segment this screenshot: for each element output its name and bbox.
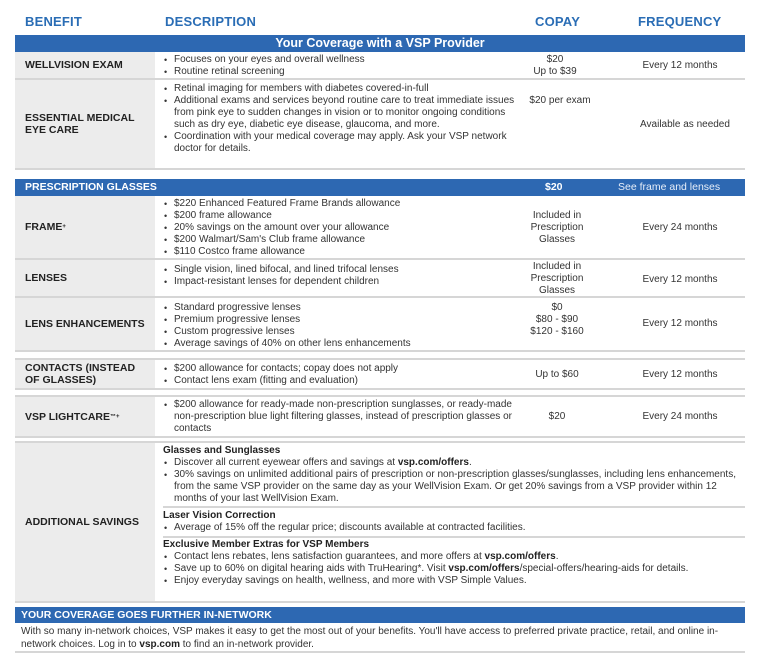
benefit-name-line: OF GLASSES)	[25, 374, 97, 386]
description-item: • Average savings of 40% on other lens enhancements	[163, 338, 533, 350]
copay-line: Glasses	[538, 285, 576, 296]
prescription-glasses-copay: $20	[545, 181, 563, 193]
copay-line: $0	[551, 302, 563, 313]
description-item	[163, 563, 745, 575]
in-network-banner: YOUR COVERAGE GOES FURTHER IN-NETWORK	[15, 607, 745, 623]
benefit-description	[163, 363, 533, 387]
description-item: • Contact lens exam (fitting and evaluation)	[163, 375, 533, 387]
description-item: • $220 Enhanced Featured Frame Brands allowance	[163, 198, 533, 210]
description-item: • Coordination with your medical coverage may apply. Ask your VSP network doctor for details.	[163, 131, 523, 155]
description-item: • $200 allowance for contacts; copay does not apply	[163, 363, 533, 375]
savings-glasses-section	[163, 445, 745, 505]
description-item: • Premium progressive lenses	[163, 314, 533, 326]
column-header-description: DESCRIPTION	[165, 14, 257, 29]
footnote-mark: ™+	[109, 413, 120, 420]
benefit-row-contacts	[15, 358, 745, 390]
text: .	[555, 551, 559, 562]
benefit-description	[163, 399, 523, 435]
benefit-description	[163, 302, 533, 350]
savings-section-title: Glasses and Sunglasses	[163, 445, 281, 456]
copay-line: Glasses	[538, 234, 576, 245]
text: Save up to 60% on digital hearing aids with TruHearing*. Visit	[174, 563, 449, 574]
text: Discover all current eyewear offers and savings at	[174, 457, 398, 468]
benefit-copay	[507, 261, 607, 297]
description-item: • $200 allowance for ready-made non-prescription sunglasses, or ready-made non-prescription blue light filtering glasses, instead of prescription glasses or contacts	[163, 399, 523, 435]
benefit-copay	[505, 54, 605, 78]
benefit-name: LENSES	[15, 260, 155, 296]
copay-line: Included in	[532, 261, 582, 272]
description-item	[163, 457, 745, 469]
benefit-copay: Up to $60	[535, 369, 579, 380]
description-item: • $200 Walmart/Sam's Club frame allowance	[163, 234, 533, 246]
column-header-benefit: BENEFIT	[25, 14, 83, 29]
benefit-frequency: Every 12 months	[642, 60, 718, 71]
description-item: • Enjoy everyday savings on health, wellness, and more with VSP Simple Values.	[163, 575, 745, 587]
text: to find an in-network provider.	[179, 639, 314, 650]
benefit-row-lightcare	[15, 395, 745, 438]
prescription-glasses-banner	[15, 179, 745, 196]
benefit-frequency: Available as needed	[640, 119, 730, 130]
copay-line: Included in	[532, 210, 582, 221]
benefit-row-wellvision	[15, 52, 745, 80]
benefit-name: ESSENTIAL MEDICAL EYE CARE	[15, 80, 155, 168]
prescription-glasses-label: PRESCRIPTION GLASSES	[25, 181, 157, 193]
description-item: • Additional exams and services beyond routine care to treat immediate issues from pink eye to sudden changes in vision or to monitor ongoing conditions such as dry eye, diabetic eye disease, glaucoma, and more.	[163, 95, 523, 131]
provider-coverage-banner: Your Coverage with a VSP Provider	[15, 35, 745, 52]
benefit-name-text: FRAME	[25, 221, 63, 233]
text: .	[468, 457, 472, 468]
benefit-copay	[507, 210, 607, 246]
benefit-name	[15, 360, 155, 388]
benefit-description	[163, 264, 533, 288]
benefit-copay	[507, 302, 607, 338]
description-item: • Retinal imaging for members with diabetes covered-in-full	[163, 83, 523, 95]
benefit-row-lens-enhancements	[15, 298, 745, 352]
savings-section-title: Laser Vision Correction	[163, 510, 276, 521]
description-item	[163, 551, 745, 563]
benefit-name: ADDITIONAL SAVINGS	[15, 443, 155, 601]
copay-line: $120 - $160	[530, 326, 584, 337]
benefit-name-line: CONTACTS (INSTEAD	[25, 362, 136, 374]
text: With so many in-network choices, VSP makes it easy to get the most out of your benefits. You'll have access to preferred private practice, retail, and online in-network choices. Log in to	[21, 626, 719, 650]
benefit-name	[15, 196, 155, 258]
vsp-login-link[interactable]: vsp.com	[139, 639, 180, 650]
benefit-frequency: Every 12 months	[642, 318, 718, 329]
benefit-name: LENS ENHANCEMENTS	[15, 298, 155, 350]
column-header-frequency: FREQUENCY	[638, 14, 722, 29]
description-item: • Focuses on your eyes and overall wellness	[163, 54, 533, 66]
benefit-frequency: Every 24 months	[642, 411, 718, 422]
benefit-frequency: Every 12 months	[642, 274, 718, 285]
benefit-row-medical-eye-care	[15, 80, 745, 170]
copay-line: Prescription	[530, 273, 584, 284]
description-item: • Routine retinal screening	[163, 66, 533, 78]
benefit-row-lenses	[15, 260, 745, 298]
prescription-glasses-frequency: See frame and lenses	[618, 181, 721, 193]
in-network-description	[21, 625, 746, 651]
section-divider	[163, 536, 745, 538]
benefit-description	[163, 198, 533, 258]
description-item: • Average of 15% off the regular price; discounts available at contracted facilities.	[163, 522, 745, 534]
benefit-frequency: Every 24 months	[642, 222, 718, 233]
bottom-divider	[15, 651, 745, 653]
description-item: • $200 frame allowance	[163, 210, 533, 222]
column-headers	[15, 14, 760, 34]
hearing-aids-link[interactable]: vsp.com/offers	[448, 563, 520, 574]
description-item: • Impact-resistant lenses for dependent children	[163, 276, 533, 288]
benefit-description	[163, 83, 523, 155]
offers-link[interactable]: vsp.com/offers	[484, 551, 556, 562]
savings-extras-section	[163, 539, 745, 587]
section-divider	[163, 506, 745, 508]
benefit-row-additional-savings	[15, 441, 745, 603]
benefit-frequency: Every 12 months	[642, 369, 718, 380]
text: /special-offers/hearing-aids for details.	[519, 563, 689, 574]
offers-link[interactable]: vsp.com/offers	[397, 457, 469, 468]
description-item: • 30% savings on unlimited additional pairs of prescription or non-prescription glasses/sunglasses, including lens enhancements, from the same VSP provider on the same day as your WellVision Exam. Or get 20% savings from a VSP provider within 12 months of your last WellVision Exam.	[163, 469, 745, 505]
copay-line: $80 - $90	[535, 314, 579, 325]
savings-laser-section	[163, 510, 745, 534]
description-item: • Single vision, lined bifocal, and lined trifocal lenses	[163, 264, 533, 276]
benefit-description	[163, 54, 533, 78]
text: Contact lens rebates, lens satisfaction guarantees, and more offers at	[174, 551, 485, 562]
savings-section-title: Exclusive Member Extras for VSP Members	[163, 539, 370, 550]
description-item: • Standard progressive lenses	[163, 302, 533, 314]
copay-line: $20	[546, 54, 564, 65]
copay-line: Up to $39	[533, 66, 577, 77]
benefit-row-frame	[15, 196, 745, 260]
description-item: • $110 Costco frame allowance	[163, 246, 533, 258]
benefit-copay: $20 per exam	[529, 95, 591, 106]
description-item: • Custom progressive lenses	[163, 326, 533, 338]
footnote-mark: +	[62, 224, 66, 230]
copay-line: Prescription	[530, 222, 584, 233]
description-item: • 20% savings on the amount over your allowance	[163, 222, 533, 234]
benefit-copay: $20	[548, 411, 566, 422]
benefit-name-text: VSP LIGHTCARE	[25, 410, 110, 423]
benefit-name: WELLVISION EXAM	[15, 52, 155, 78]
benefit-name	[15, 397, 155, 436]
column-header-copay: COPAY	[535, 14, 581, 29]
